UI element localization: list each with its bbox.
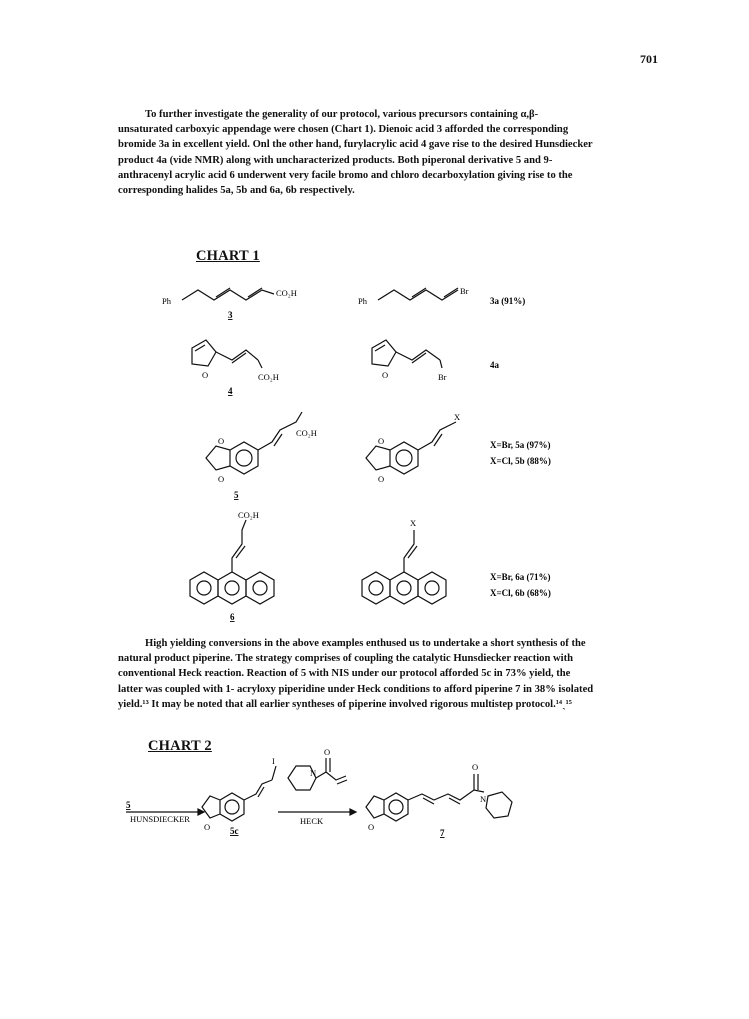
- oxygen-label: O: [202, 370, 209, 380]
- phenyl-label: Ph: [162, 296, 171, 306]
- phenyl-label: Ph: [358, 296, 367, 306]
- start-compound-label: 5: [126, 800, 131, 810]
- intro-line: To further investigate the generality of our protocol, various precursors containing α,β-: [145, 109, 539, 120]
- hunsdiecker-label: HUNSDIECKER: [130, 814, 190, 824]
- dienyl-bromide-chain: [378, 290, 458, 300]
- chart1-heading: CHART 1: [196, 248, 260, 264]
- bromo-label: Br: [460, 286, 469, 296]
- oxygen-label: O: [218, 474, 225, 484]
- intro-line: bromide 3a in excellent yield. Onl the other hand, furylacrylic acid 4 gave rise to the desired Hunsdiecker: [118, 139, 593, 151]
- yield-text: 4a: [490, 360, 499, 370]
- benzene-ring: [384, 793, 408, 821]
- benzene-ring: [390, 442, 418, 474]
- dienoic-acid-chain: [182, 290, 274, 300]
- halogen-label: X: [410, 518, 417, 528]
- yield-text: X=Cl, 6b (68%): [490, 588, 551, 598]
- oxygen-label: O: [382, 370, 389, 380]
- yield-text: 3a (91%): [490, 296, 526, 306]
- second-line: natural product piperine. The strategy comprises of coupling the catalytic Hunsdiecker reaction with: [118, 653, 574, 665]
- second-line: High yielding conversions in the above examples enthused us to undertake a short synthesis of the: [145, 638, 586, 649]
- heck-label: HECK: [300, 816, 324, 826]
- chart1-structures: [150, 270, 590, 620]
- nitrogen-label: N: [310, 768, 317, 778]
- second-line: yield.¹³ It may be noted that all earlier syntheses of piperine involved rigorous multistep protocol.¹⁴ˎ¹⁵: [118, 698, 572, 710]
- carboxyl-label: CO₂H: [276, 288, 297, 298]
- oxygen-label: O: [378, 436, 385, 446]
- compound-label: 3: [228, 310, 233, 320]
- carboxyl-label: CO₂H: [238, 510, 259, 520]
- chart2-scheme: [110, 747, 540, 846]
- product-label: 7: [440, 828, 445, 838]
- chart2-heading: CHART 2: [148, 738, 212, 754]
- piperidine-ring: [486, 792, 512, 818]
- carbonyl-oxygen-label: O: [324, 747, 331, 757]
- intermediate-label: 5c: [230, 826, 239, 836]
- furan-ring: [192, 340, 216, 366]
- oxygen-label: O: [204, 822, 211, 832]
- furan-ring: [372, 340, 396, 366]
- benzene-ring: [230, 442, 258, 474]
- anthracene-ring: [190, 572, 274, 604]
- benzene-ring: [220, 793, 244, 821]
- carboxyl-label: CO₂H: [258, 372, 279, 382]
- nitrogen-label: N: [480, 794, 487, 804]
- compound-label: 6: [230, 612, 235, 622]
- intro-line: unsaturated carboxyic appendage were chosen (Chart 1). Dienoic acid 3 afforded the corresponding: [118, 124, 569, 136]
- iodo-label: I: [272, 756, 275, 766]
- carbonyl-oxygen-label: O: [472, 762, 479, 772]
- anthracene-ring: [362, 572, 446, 604]
- compound-label: 4: [228, 386, 233, 396]
- second-paragraph: [118, 636, 638, 712]
- oxygen-label: O: [218, 436, 225, 446]
- bromo-label: Br: [438, 372, 447, 382]
- intro-line: anthracenyl acrylic acid 6 underwent very facile bromo and chloro decarboxylation giving rise to the: [118, 169, 573, 181]
- yield-text: X=Br, 5a (97%): [490, 440, 551, 450]
- second-line: latter was coupled with 1- acryloxy piperidine under Heck conditions to afford piperine 7 in 38% isolated: [118, 683, 594, 695]
- second-line: conventional Heck reaction. Reaction of 5 with NIS under our protocol afforded 5c in 73% yield, the: [118, 668, 571, 680]
- carboxyl-label: CO₂H: [296, 428, 317, 438]
- yield-text: X=Br, 6a (71%): [490, 572, 551, 582]
- yield-text: X=Cl, 5b (88%): [490, 456, 551, 466]
- compound-label: 5: [234, 490, 239, 500]
- oxygen-label: O: [368, 822, 375, 832]
- page-number: 701: [640, 52, 658, 66]
- intro-paragraph: [118, 107, 638, 198]
- oxygen-label: O: [378, 474, 385, 484]
- intro-line: product 4a (vide NMR) along with uncharacterized products. Both piperonal derivative 5 and 9-: [118, 154, 553, 166]
- halogen-label: X: [454, 412, 461, 422]
- intro-line: corresponding halides 5a, 5b and 6a, 6b respectively.: [118, 185, 355, 197]
